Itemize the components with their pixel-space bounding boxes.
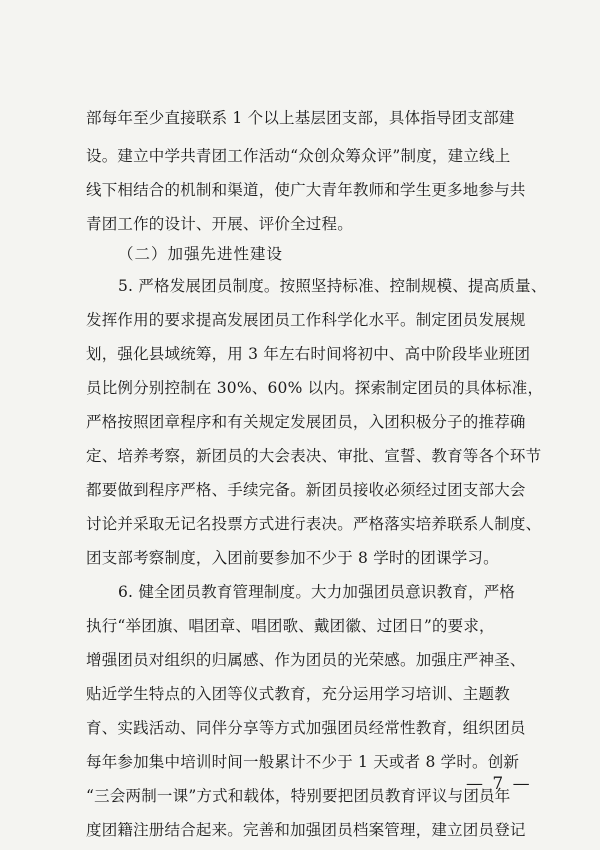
text-line-9: 员比例分别控制在 30%、60% 以内。探索制定团员的具体标准， (86, 379, 544, 397)
text-line-22: 度团籍注册结合起来。完善和加强团员档案管理，建立团员登记 (86, 821, 526, 839)
text-line-18: 贴近学生特点的入团等仪式教育，充分运用学习培训、主题教 (86, 685, 510, 703)
text-line-8: 划，强化县域统筹，用 3 年左右时间将初中、高中阶段毕业班团 (86, 345, 531, 363)
section-heading: （二）加强先进性建设 (118, 245, 284, 263)
text-line-2: 设。建立中学共青团工作活动“众创众筹众评”制度，建立线上 (86, 147, 511, 165)
text-line-3: 线下相结合的机制和渠道，使广大青年教师和学生更多地参与共 (86, 181, 526, 199)
page-number: — 7 — (466, 774, 532, 794)
paragraph-6-first-line: 6. 健全团员教育管理制度。大力加强团员意识教育，严格 (118, 583, 516, 601)
text-line-16: 执行“举团旗、唱团章、唱团歌、戴团徽、过团日”的要求， (86, 617, 495, 635)
text-line-10: 严格按照团章程序和有关规定发展团员，入团积极分子的推荐确 (86, 413, 526, 431)
text-line-19: 育、实践活动、同伴分享等方式加强团员经常性教育，组织团员 (86, 719, 526, 737)
text-line-11: 定、培养考察，新团员的大会表决、审批、宣誓、教育等各个环节 (86, 447, 542, 465)
text-line-17: 增强团员对组织的归属感、作为团员的光荣感。加强庄严神圣、 (86, 651, 526, 669)
paragraph-5-first-line: 5. 严格发展团员制度。按照坚持标准、控制规模、提高质量、 (118, 277, 547, 295)
text-line-14: 团支部考察制度，入团前要参加不少于 8 学时的团课学习。 (86, 549, 499, 567)
text-line-7: 发挥作用的要求提高发展团员工作科学化水平。制定团员发展规 (86, 311, 526, 329)
text-line-12: 都要做到程序严格、手续完备。新团员接收必须经过团支部大会 (86, 481, 526, 499)
text-line-13: 讨论并采取无记名投票方式进行表决。严格落实培养联系人制度、 (86, 515, 542, 533)
text-line-21: “三会两制一课”方式和载体，特别要把团员教育评议与团员年 (86, 787, 511, 805)
text-line-1: 部每年至少直接联系 1 个以上基层团支部，具体指导团支部建 (86, 109, 515, 127)
text-line-4: 青团工作的设计、开展、评价全过程。 (86, 215, 353, 233)
text-line-20: 每年参加集中培训时间一般累计不少于 1 天或者 8 学时。创新 (86, 753, 520, 771)
